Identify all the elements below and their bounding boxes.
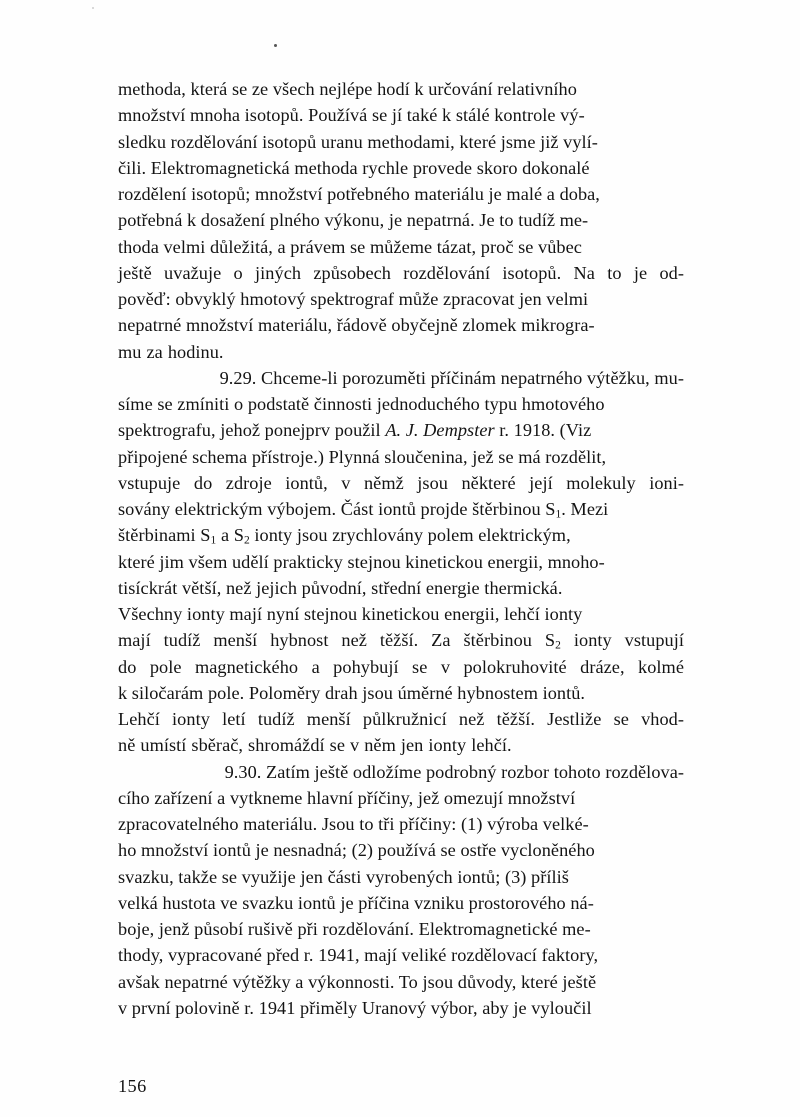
line-text: velká hustota ve svazku iontů je příčina vzniku prostorového ná-	[118, 892, 594, 913]
line-text: ně umístí sběrač, shromáždí se v něm jen ionty lehčí.	[118, 735, 512, 756]
text-line	[118, 155, 684, 181]
line-text: v první polovině r. 1941 přiměly Uranový výbor, aby je vyloučil	[118, 997, 592, 1018]
text-line	[118, 129, 684, 155]
line-text: pověď: obvyklý hmotový spektrograf může zpracovat jen velmi	[118, 289, 589, 309]
line-text: vstupuje do zdroje iontů, v němž jsou některé její molekuly ioni-	[118, 472, 684, 493]
line-text: připojené schema přístroje.) Plynná sloučenina, jež se má rozdělit,	[118, 446, 607, 467]
text-line	[118, 785, 684, 811]
text-line	[118, 549, 684, 575]
subscript-2: 2	[555, 639, 561, 652]
text-line	[118, 732, 684, 758]
line-text: nepatrné množství materiálu, řádově obyčejně zlomek mikrogra-	[118, 315, 595, 336]
text-line	[118, 942, 684, 968]
text-line	[118, 76, 684, 102]
text-line	[118, 260, 684, 286]
line-text	[225, 759, 684, 785]
text-line	[118, 234, 684, 260]
paragraph-9-30	[118, 759, 684, 1022]
text-line	[118, 102, 684, 128]
line-text	[220, 365, 684, 391]
text-line	[118, 181, 684, 207]
text-line	[118, 470, 684, 496]
page-text-block	[118, 76, 684, 1021]
text-line	[118, 627, 684, 653]
text-line	[118, 706, 684, 732]
line-text: sledku rozdělování isotopů uranu methodami, které jsme již vylí-	[118, 131, 598, 152]
line-text: ho množství iontů je nesnadná; (2) používá se ostře vycloněného	[118, 840, 595, 861]
paragraph-continued	[118, 76, 684, 365]
line-text-inner: 9.29. Chceme-li porozuměti příčinám nepatrného výtěžku, mu-	[219, 367, 684, 388]
text-line	[118, 496, 684, 522]
text-line	[118, 522, 684, 548]
text-line	[118, 575, 684, 601]
text-line	[118, 654, 684, 680]
line-text: síme se zmíniti o podstatě činnosti jednoduchého typu hmotového	[118, 394, 605, 414]
text-line	[118, 864, 684, 890]
subscript-1: 1	[555, 508, 562, 521]
line-text: methoda, která se ze všech nejlépe hodí k určování relativního	[118, 79, 577, 99]
line-text-inner: 9.30. Zatím ještě odložíme podrobný rozbor tohoto rozdělova-	[224, 761, 684, 782]
line-text: mu za hodinu.	[118, 341, 224, 362]
line-text: thody, vypracované před r. 1941, mají veliké rozdělovací faktory,	[118, 945, 599, 966]
subscript-1: 1	[210, 534, 217, 547]
line-text: tisíckrát větší, než jejich původní, střední energie thermická.	[118, 577, 563, 598]
text-line	[118, 995, 684, 1021]
subscript-2: 2	[243, 534, 250, 547]
text-line	[118, 969, 684, 995]
text-line	[118, 759, 684, 785]
text-line	[118, 339, 684, 365]
page-number: 156	[118, 1076, 147, 1096]
line-text: rozdělení isotopů; množství potřebného materiálu je malé a doba,	[118, 184, 600, 204]
line-text: Lehčí ionty letí tudíž menší půlkružnicí než těžší. Jestliže se vhod-	[118, 709, 684, 729]
line-text-with-subscript: mají tudíž menší hybnost než těžší. Za štěrbinou $S_2$ ionty vstupují	[118, 630, 684, 652]
text-line	[118, 680, 684, 706]
line-text: cího zařízení a vytkneme hlavní příčiny, jež omezují množství	[118, 787, 576, 808]
text-line	[118, 916, 684, 942]
paragraph-9-29	[118, 365, 684, 759]
text-line	[118, 207, 684, 233]
line-text: do pole magnetického a pohybují se v polokruhovité dráze, kolmé	[118, 656, 684, 677]
line-text: Všechny ionty mají nyní stejnou kinetickou energii, lehčí ionty	[118, 604, 583, 624]
line-text: potřebná k dosažení plného výkonu, je nepatrná. Je to tudíž me-	[118, 210, 589, 231]
line-text: k siločarám pole. Poloměry drah jsou úměrné hybnostem iontů.	[118, 682, 586, 703]
text-line	[118, 312, 684, 338]
text-line	[118, 286, 684, 312]
line-text: čili. Elektromagnetická methoda rychle provede skoro dokonalé	[118, 157, 590, 178]
line-text-with-subscript: sovány elektrickým výbojem. Část iontů projde štěrbinou $S_1$. Mezi	[118, 499, 609, 521]
line-text: které jim všem udělí prakticky stejnou kinetickou energii, mnoho-	[118, 551, 605, 572]
line-text: zpracovatelného materiálu. Jsou to tři příčiny: (1) výroba velké-	[118, 814, 589, 834]
line-text: avšak nepatrné výtěžky a výkonnosti. To jsou důvody, které ještě	[118, 971, 597, 992]
line-text-with-subscript: štěrbinami $S_1$ a $S_2$ ionty jsou zrychlovány polem elektrickým,	[118, 525, 571, 547]
scan-speck-icon	[92, 7, 94, 9]
text-line	[118, 601, 684, 627]
line-text: thoda velmi důležitá, a právem se můžeme tázat, proč se vůbec	[118, 236, 582, 257]
text-line	[118, 365, 684, 391]
line-text: svazku, takže se využije jen části vyrobených iontů; (3) příliš	[118, 866, 569, 887]
line-text-with-citation: spektrografu, jehož ponejprv použil A. J. Dempster r. 1918. (Viz	[118, 420, 592, 441]
line-text: boje, jenž působí rušivě při rozdělování. Elektromagnetické me-	[118, 919, 591, 939]
scan-speck-icon	[274, 44, 277, 47]
text-line	[118, 837, 684, 863]
line-text: množství mnoha isotopů. Používá se jí také k stálé kontrole vý-	[118, 105, 585, 126]
text-line	[118, 417, 684, 443]
text-line	[118, 811, 684, 837]
text-line	[118, 890, 684, 916]
text-line	[118, 391, 684, 417]
text-line	[118, 444, 684, 470]
citation-author: A. J. Dempster	[385, 420, 495, 441]
line-text: ještě uvažuje o jiných způsobech rozdělování isotopů. Na to je od-	[118, 262, 684, 283]
